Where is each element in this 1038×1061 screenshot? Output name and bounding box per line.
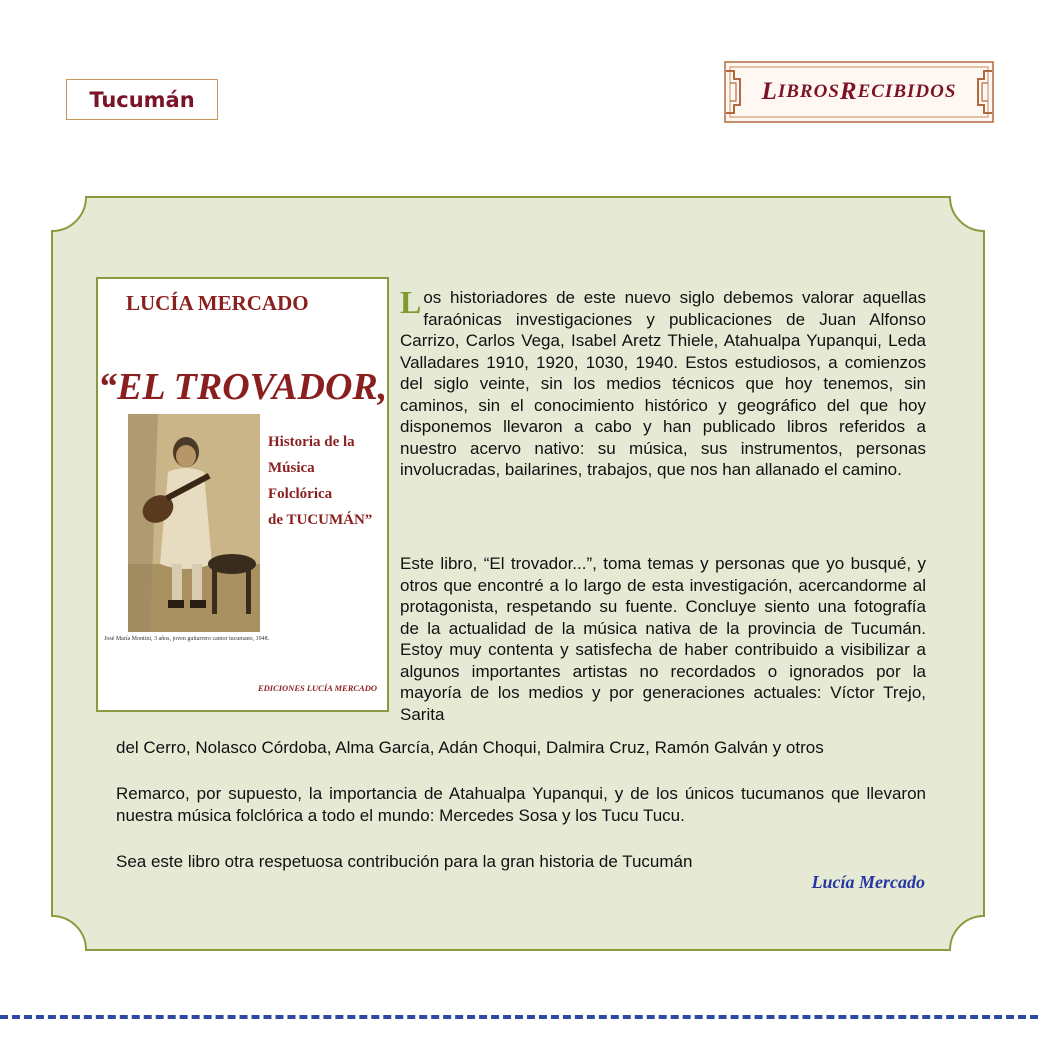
photo-caption: José María Montini, 3 años, joven guitarrero cantor tucumano, 1948. xyxy=(104,636,270,642)
paragraph-remark: Remarco, por supuesto, la importancia de Atahualpa Yupanqui, y de los únicos tucumanos que llevaron nuestra música folclórica a todo el mundo: Mercedes Sosa y los Tucu Tucu. xyxy=(116,784,926,825)
cover-subtitle-line: Historia de la xyxy=(268,434,355,450)
boy-with-guitar-image xyxy=(128,414,260,632)
region-label: Tucumán xyxy=(89,87,195,112)
cover-subtitle-line: Música xyxy=(268,460,315,476)
page-divider xyxy=(0,1015,1038,1019)
paragraph-intro: Los historiadores de este nuevo siglo debemos valorar aquellas faraónicas investigaciones y publicaciones de Juan Alfonso Carrizo, Carlos Vega, Isabel Aretz Thiele, Atahualpa Yupanqui, Leda Valladares 1910, 1920, 1030, 1940. Estos estudiosos, a comienzos del siglo veinte, sin los medios técnicos que hoy tenemos, sin caminos, sin el conocimiento histórico y geográfico del que hoy disponemos llevaron a cabo y han publicado libros referidos a nuestro acervo nativo: su música, sus instrumentos, personas involucradas, bailarines, trabajos, que nos han allanado el camino. xyxy=(400,284,926,479)
paragraph-closing: Sea este libro otra respetuosa contribución para la gran historia de Tucumán xyxy=(116,852,693,871)
paragraph-book: Este libro, “El trovador...”, toma temas y personas que yo busqué, y otros que encontré a lo largo de esta investigación, acercandorme al protagonista, respetando su fuente. Concluye siento una fotografía de la actualidad de la música nativa de la provincia de Tucumán. Estoy muy contenta y satisfecha de haber contribuido a visibilizar a algunos importantes artistas no recordados o ignorados por la mayoría de los medios y por generaciones actuales: Víctor Trejo, Sarita xyxy=(400,554,926,724)
cover-photo xyxy=(128,414,260,632)
section-title: L IBROS R ECIBIDOS xyxy=(761,78,957,105)
cover-publisher: EDICIONES LUCÍA MERCADO xyxy=(257,683,377,693)
book-cover xyxy=(96,277,389,712)
cover-title: “EL TROVADOR, xyxy=(98,366,388,408)
signature: Lucía Mercado xyxy=(811,872,925,892)
cover-subtitle xyxy=(264,429,372,533)
drop-cap: L xyxy=(400,284,422,320)
cover-subtitle-line: Folclórica xyxy=(268,486,333,502)
cover-subtitle-line: de TUCUMÁN” xyxy=(268,512,373,528)
cover-author: LUCÍA MERCADO xyxy=(126,291,309,315)
paragraph-book-end: del Cerro, Nolasco Córdoba, Alma García, Adán Choqui, Dalmira Cruz, Ramón Galván y otros xyxy=(116,738,824,757)
